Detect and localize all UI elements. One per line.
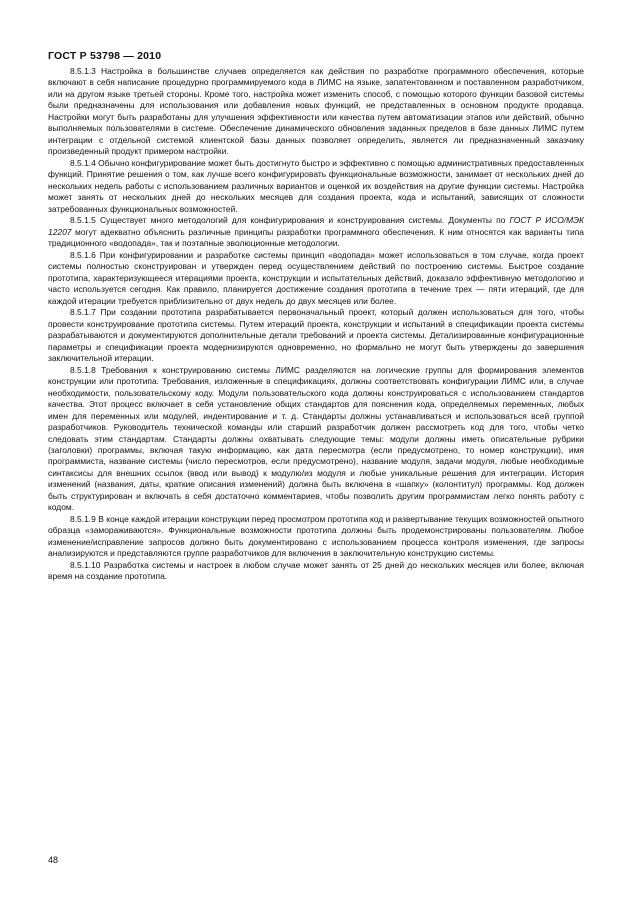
paragraph-8-5-1-5 xyxy=(48,215,584,249)
standard-reference: ГОСТ Р ИСО/МЭК 12207 xyxy=(48,215,585,237)
paragraph-8-5-1-10: 8.5.1.10 Разработка системы и настроек в любом случае может занять от 25 дней до нескольких месяцев или более, включая время на создание прототипа. xyxy=(48,559,584,582)
paragraph-8-5-1-6: 8.5.1.6 При конфигурировании и разработке системы принцип «водопада» может использоваться в том случае, когда проект системы полностью сконструирован и утвержден перед осуществлением действий по построению системы. Быстрое создание прототипа, характеризующееся итерациями проекта, конструкции и испытательных действий, доказало эффективную методологию и часто используется сегодня. Как правило, планируется достижение создания прототипа в течение трех — пяти итераций, где для каждой итерации требуется приблизительно от двух недель до двух месяцев или более. xyxy=(48,249,584,306)
page-header: ГОСТ Р 53798 — 2010 xyxy=(48,50,162,62)
paragraph-8-5-1-9: 8.5.1.9 В конце каждой итерации конструкции перед просмотром прототипа код и развертывание текущих возможностей опытного образца «замораживаются». Функциональные возможности прототипа должны быть продемонстрированы пользователям. Любое изменение/исправление запросов должно быть документировано с использованием процесса контроля изменения, где запросы анализируются и представляются группе разработчиков для включения в заключительную конструкцию системы. xyxy=(48,513,584,559)
page-number: 48 xyxy=(48,855,59,865)
paragraph-8-5-1-7: 8.5.1.7 При создании прототипа разрабатывается первоначальный проект, который должен использоваться для того, чтобы провести конструирование прототипа системы. Путем итераций проекта, конструкции и испытаний в спецификации проекта системы разрабатываются и документируются дополнительные детали требований и проекта системы. Детализированные конфигурационные параметры и спецификации проекта модернизируются одновременно, но формально не могут быть утверждены до завершения заключительной итерации. xyxy=(48,307,584,364)
paragraph-text: могут адекватно объяснить различные принципы разработки программного обеспечения. К ним относятся как варианты типа традиционного «водопада», так и поэтапные эволюционные методологии. xyxy=(48,226,584,249)
paragraph-text: 8.5.1.5 Существует много методологий для конфигурирования и конструирования системы. Документы по xyxy=(70,215,510,226)
paragraph-8-5-1-8: 8.5.1.8 Требования к конструированию системы ЛИМС разделяются на логические группы для формирования элементов конструкции или прототипа. Требования, изложенные в спецификациях, должны соответствовать конфигурации ЛИМС или, в случае необходимости, пользовательскому коду. Модули пользовательского кода должны конструироваться с использованием стандартов качества. Этот процесс включает в себя установление общих стандартов для пояснения кода, определяемых переменных, любых имен для переменных или модулей, индентирование и т. д. Стандарты должны устанавливаться и использоваться всей группой разработчиков. Руководитель технической команды или старший разработчик должен рассмотреть код для того, чтобы четко следовать этим стандартам. Стандарты должны охватывать следующие темы: модули должны иметь описательные рубрики (заголовки) программы, включая такую информацию, как дата пересмотра (если предусмотрено, то номер конструкции), имя программиста, название системы (число пересмотров, если предусмотрено), название модуля, задачи модуля, любые необходимые синтаксисы для внешних ссылок (ввод или вывод) к модулю/из модуля и любые уникальные решения для интеграции. История изменений (названия, даты, краткие описания изменений) должна быть включена в «шапку» (колонтитул) программы. Код должен быть структурирован и включать в себя достаточно комментариев, чтобы позволить другим программистам легко понять работу с кодом. xyxy=(48,364,584,513)
paragraph-8-5-1-4: 8.5.1.4 Обычно конфигурирование может быть достигнуто быстро и эффективно с помощью административных предоставленных функций. Принятие решения о том, как лучше всего конфигурировать функциональные возможности, занимает от нескольких дней до нескольких недель работы с использованием различных вариантов и оценкой их воздействия на другие функции системы. Настройка может занять от нескольких дней до нескольких месяцев для создания проекта, кода и испытаний, зависящих от сложности затребованных функциональных возможностей. xyxy=(48,157,584,214)
paragraph-8-5-1-3: 8.5.1.3 Настройка в большинстве случаев определяется как действия по разработке программного обеспечения, которые включают в себя написание процедурно программируемого кода в ЛИМС на языке, запатентованном и поставленном разработчиком, или на другом языке третьей стороны. Кроме того, настройка может изменить способ, с помощью которого функции базовой системы были предназначены для использования или добавления новых функций, не представленных в основном продукте продавца. Настройки могут быть разработаны для улучшения эффективности или качества путем автоматизации этапов или действий, обычно выполняемых пользователями в системе. Обеспечение динамического обновления заданных пределов в базе данных ЛИМС путем интеграции с отдельной системой клиентской базы данных позволяет определить, является ли предназначенный заказчику произведенный продукт примером настройки. xyxy=(48,66,584,157)
document-body xyxy=(48,66,584,583)
